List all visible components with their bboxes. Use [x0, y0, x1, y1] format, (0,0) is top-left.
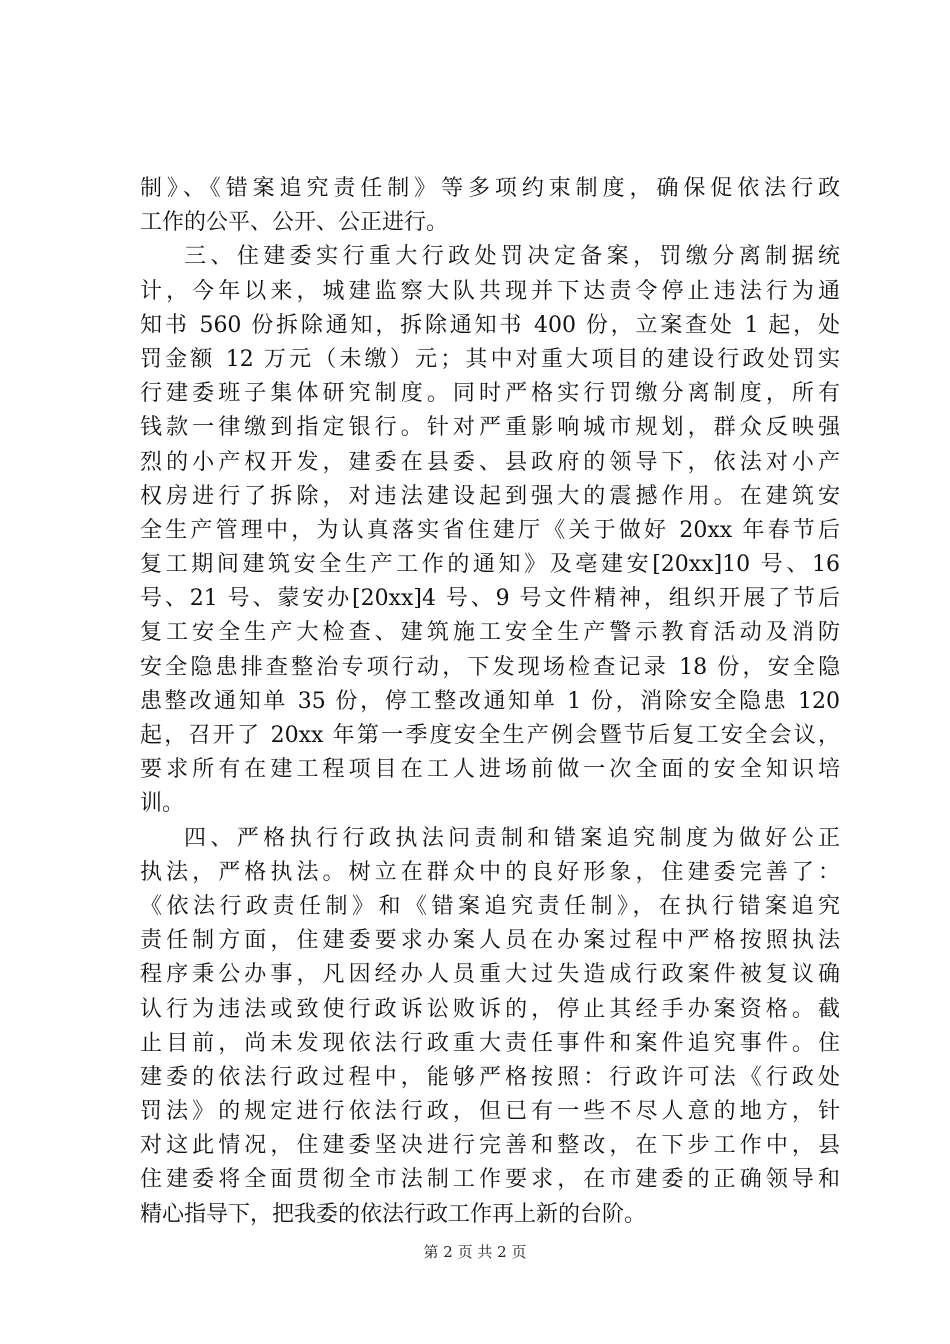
text-line: 《依法行政责任制》和《错案追究责任制》，在执行错案追究	[140, 893, 840, 919]
text-line: 精心指导下，把我委的依法行政工作再上新的台阶。	[140, 1201, 647, 1227]
text-line: 复工期间建筑安全生产工作的通知》及亳建安[20xx]10 号、16	[140, 552, 840, 578]
text-line: 行建委班子集体研究制度。同时严格实行罚缴分离制度，所有	[140, 381, 840, 407]
text-line: 认行为违法或致使行政诉讼败诉的，停止其经手办案资格。截	[140, 996, 840, 1022]
text-line: 罚法》的规定进行依法行政，但已有一些不尽人意的地方，针	[140, 1099, 840, 1125]
text-line: 号、21 号、蒙安办[20xx]4 号、9 号文件精神，组织开展了节后	[140, 586, 840, 612]
text-line: 住建委将全面贯彻全市法制工作要求，在市建委的正确领导和	[140, 1167, 840, 1193]
text-line: 四、严格执行行政执法问责制和错案追究制度为做好公正	[184, 825, 840, 851]
text-line: 要求所有在建工程项目在工人进场前做一次全面的安全知识培	[140, 757, 840, 783]
text-line: 计，今年以来，城建监察大队共现并下达责令停止违法行为通	[140, 278, 840, 304]
text-line: 烈的小产权开发，建委在县委、县政府的领导下，依法对小产	[140, 449, 840, 475]
text-line: 工作的公平、公开、公正进行。	[140, 210, 449, 236]
text-line: 对这此情况，住建委坚决进行完善和整改，在下步工作中，县	[140, 1133, 840, 1159]
text-line: 建委的依法行政过程中，能够严格按照：行政许可法《行政处	[140, 1064, 840, 1090]
text-line: 三、住建委实行重大行政处罚决定备案，罚缴分离制据统	[184, 244, 840, 270]
text-line: 权房进行了拆除，对违法建设起到强大的震撼作用。在建筑安	[140, 483, 840, 509]
text-line: 全生产管理中，为认真落实省住建厅《关于做好 20xx 年春节后	[140, 517, 840, 543]
text-line: 起，召开了 20xx 年第一季度安全生产例会暨节后复工安全会议，	[140, 723, 840, 748]
text-line: 程序秉公办事，凡因经办人员重大过失造成行政案件被复议确	[140, 962, 840, 988]
text-line: 复工安全生产大检查、建筑施工安全生产警示教育活动及消防	[140, 620, 840, 646]
text-line: 罚金额 12 万元（未缴）元；其中对重大项目的建设行政处罚实	[140, 346, 840, 372]
page-number: 第 2 页 共 2 页	[423, 1243, 527, 1261]
text-line: 知书 560 份拆除通知，拆除通知书 400 份，立案查处 1 起，处	[140, 312, 840, 338]
text-line: 安全隐患排查整治专项行动，下发现场检查记录 18 份，安全隐	[140, 654, 840, 680]
document-body	[140, 172, 840, 1232]
text-line: 患整改通知单 35 份，停工整改通知单 1 份，消除安全隐患 120	[140, 688, 840, 714]
text-line: 止目前，尚未发现依法行政重大责任事件和案件追究事件。住	[140, 1030, 840, 1056]
text-line: 责任制方面，住建委要求办案人员在办案过程中严格按照执法	[140, 928, 840, 954]
text-line: 制》、《错案追究责任制》等多项约束制度，确保促依法行政	[140, 176, 840, 201]
text-line: 训。	[140, 791, 185, 817]
text-line: 钱款一律缴到指定银行。针对严重影响城市规划，群众反映强	[140, 415, 840, 441]
text-line: 执法，严格执法。树立在群众中的良好形象，住建委完善了：	[140, 859, 840, 885]
